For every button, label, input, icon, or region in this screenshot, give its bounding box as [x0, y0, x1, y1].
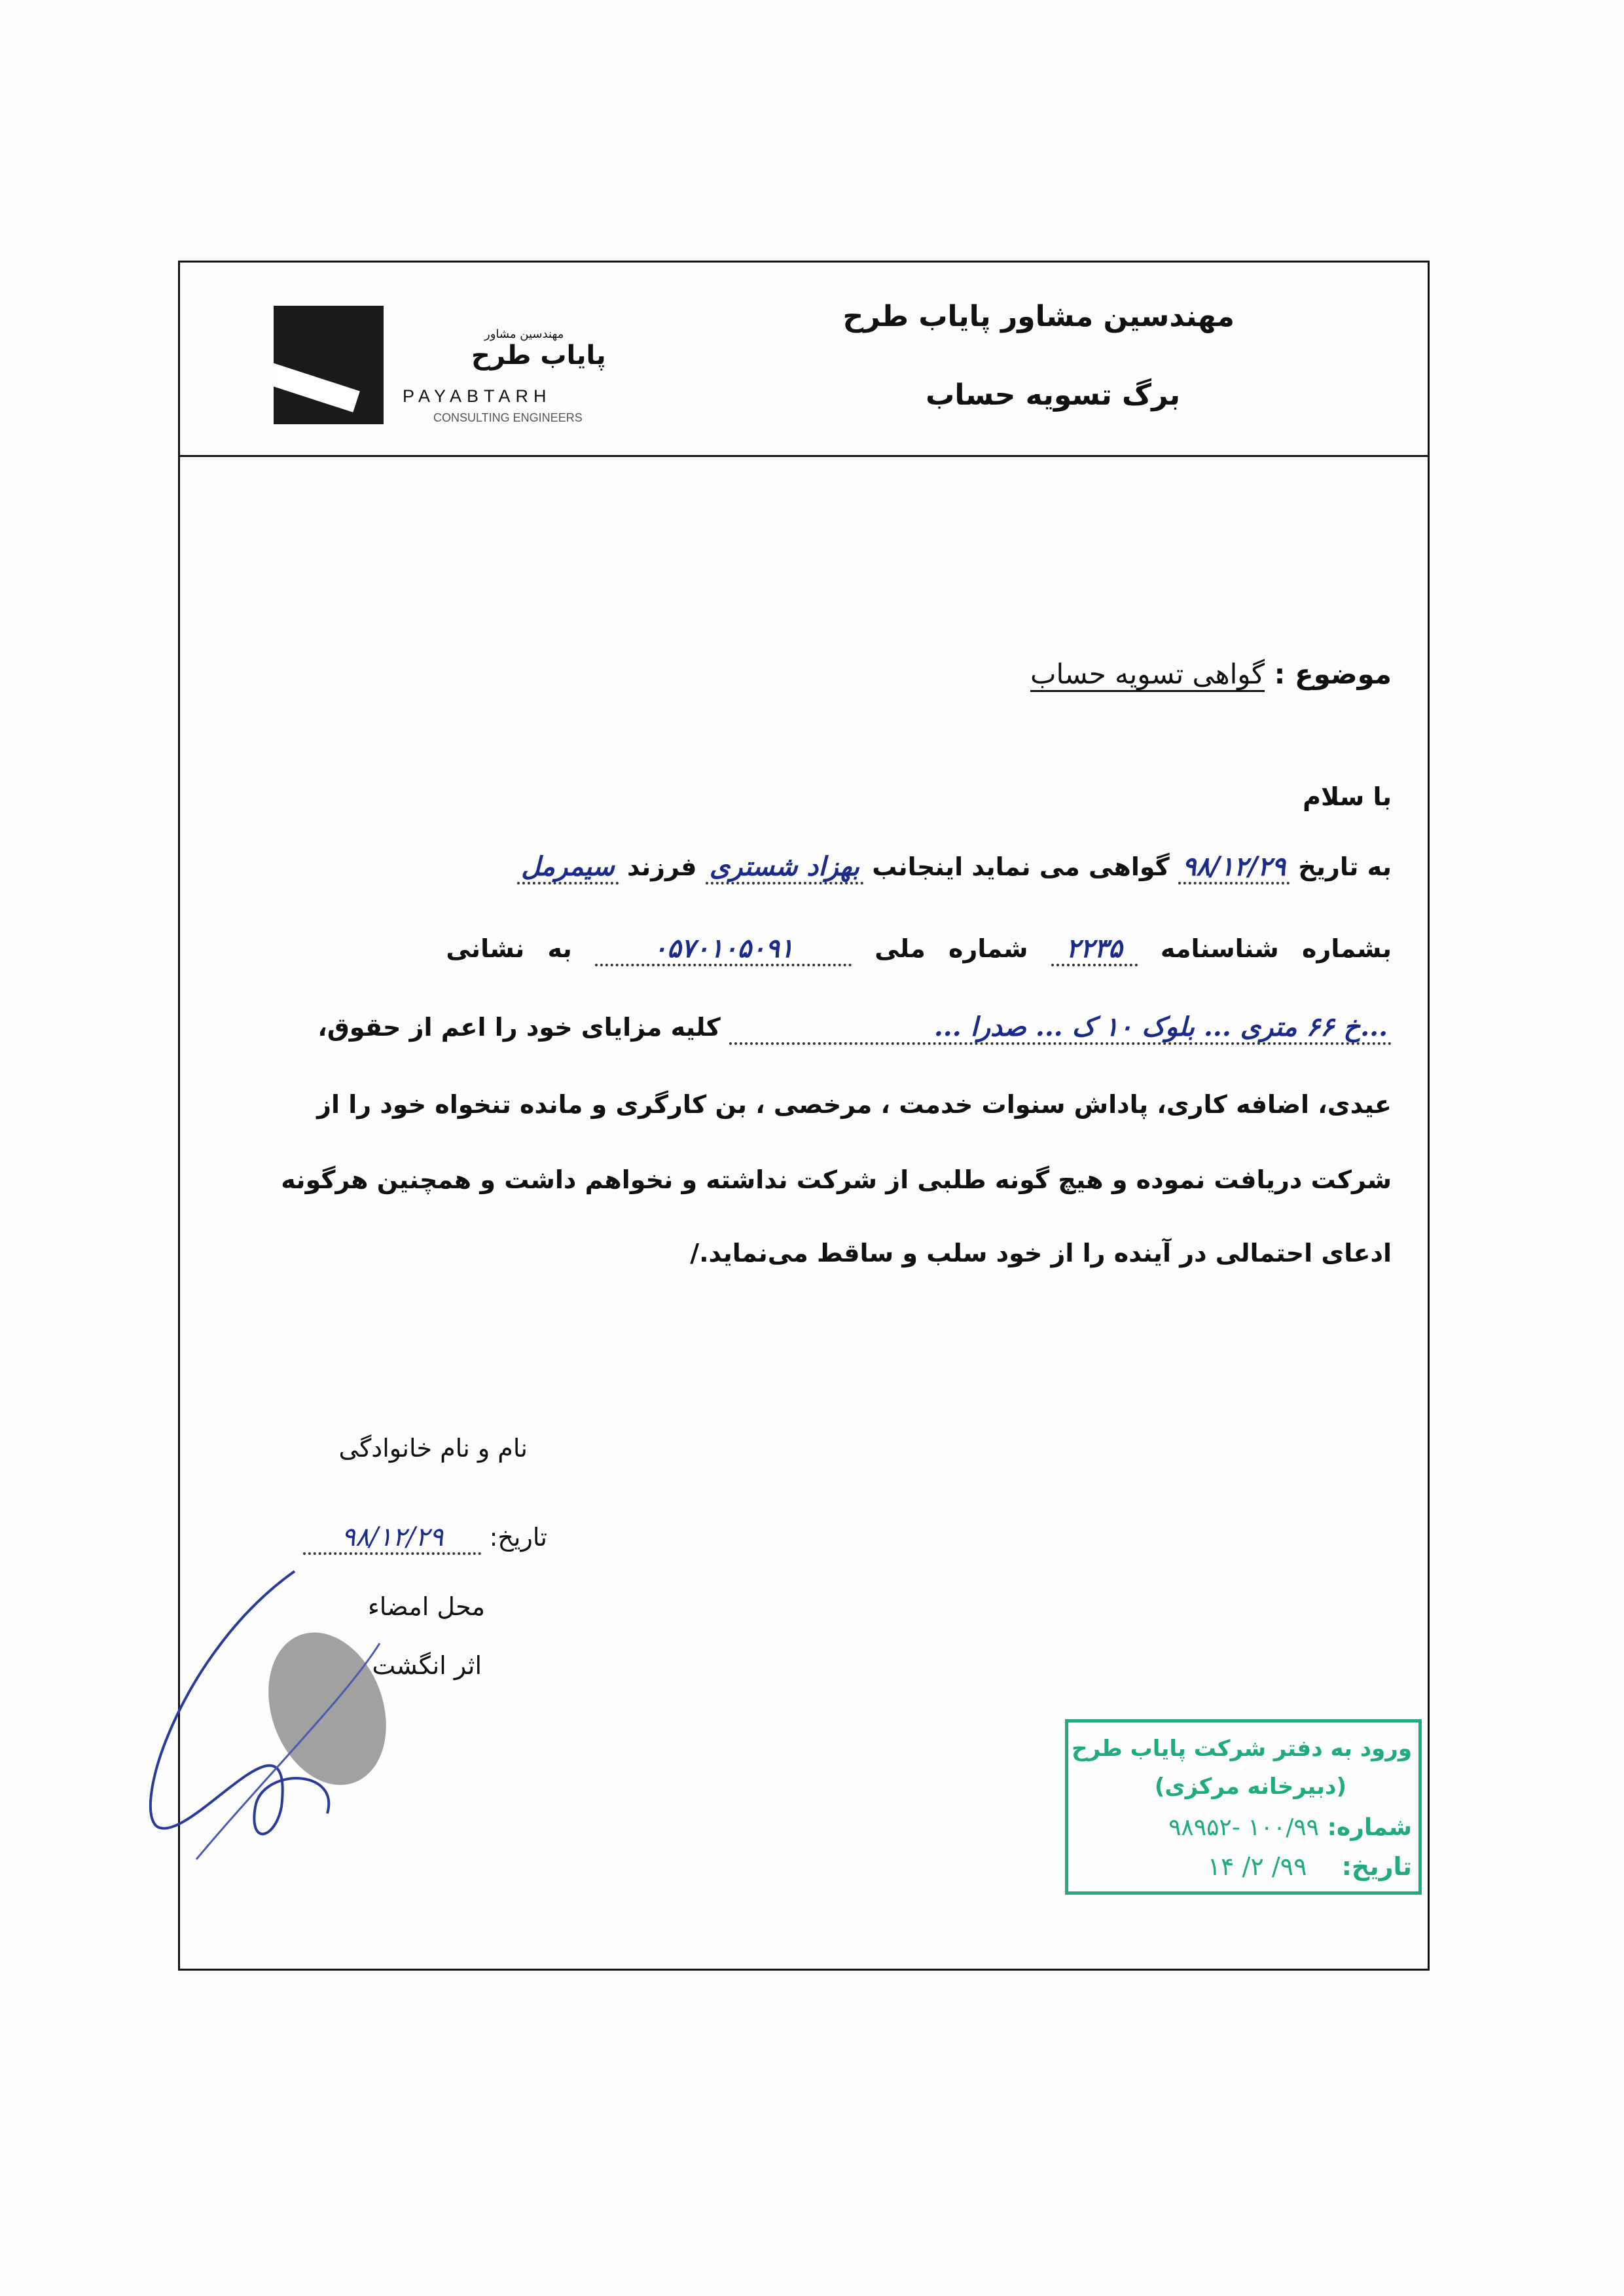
- handwritten-date: ۹۸/۱۲/۲۹: [1178, 851, 1290, 884]
- company-name: مهندسین مشاور پایاب طرح: [842, 300, 1235, 333]
- subject-value: گواهی تسویه حساب: [1030, 658, 1265, 692]
- subject-label: موضوع :: [1274, 658, 1392, 690]
- stamp-number-value: ۱۰۰/۹۹ -۹۸۹۵۲: [1168, 1814, 1320, 1841]
- fingerprint-label: اثر انگشت: [372, 1651, 482, 1680]
- stamp-date: [1208, 1852, 1412, 1881]
- handwritten-national-id: ۰۵۷۰۱۰۵۰۹۱: [595, 933, 852, 966]
- greeting: با سلام: [1303, 782, 1392, 811]
- logo-en-sub: CONSULTING ENGINEERS: [433, 411, 583, 424]
- subject-line: [1030, 658, 1392, 690]
- date-label: تاریخ:: [489, 1523, 547, 1552]
- handwritten-id-number: ۲۲۳۵: [1051, 933, 1138, 966]
- body-line-4: عیدی، اضافه کاری، پاداش سنوات خدمت ، مرخصی ، بن کارگری و مانده تنخواه خود را از: [317, 1090, 1392, 1119]
- logo-fa-small: مهندسین مشاور: [484, 327, 564, 341]
- stamp-number: [1168, 1814, 1412, 1841]
- text: بشماره شناسنامه: [1160, 934, 1392, 963]
- text: فرزند: [626, 852, 697, 881]
- handwritten-sign-date: ۹۸/۱۲/۲۹: [303, 1522, 481, 1555]
- body-line-1: [517, 851, 1392, 884]
- header-divider: [178, 455, 1428, 457]
- text: کلیه مزایای خود را اعم از حقوق،: [317, 1013, 721, 1042]
- signature-fingerprint-graphic: [131, 1532, 458, 1872]
- stamp-date-value: ۹۹/ ۲/ ۱۴: [1207, 1852, 1307, 1881]
- form-title: برگ تسویه حساب: [926, 378, 1180, 412]
- name-label: نام و نام خانوادگی: [338, 1434, 528, 1463]
- signature-label: محل امضاء: [367, 1592, 485, 1621]
- text: به نشانی: [446, 934, 572, 963]
- stamp-number-label: شماره:: [1327, 1814, 1412, 1841]
- stamp-date-label: تاریخ:: [1341, 1852, 1412, 1881]
- body-line-6: ادعای احتمالی در آینده را از خود سلب و ساقط می‌نماید./: [690, 1239, 1392, 1267]
- logo-en-name: PAYABTARH: [403, 386, 552, 406]
- text: به تاریخ: [1298, 852, 1392, 881]
- body-line-2: [446, 933, 1392, 966]
- company-logo-mark: [274, 306, 384, 424]
- registry-stamp: [1065, 1719, 1422, 1895]
- body-line-3: [317, 1011, 1392, 1045]
- handwritten-name: بهزاد شستری: [706, 851, 863, 884]
- stamp-line-2: (دبیرخانه مرکزی): [1154, 1774, 1346, 1800]
- body-line-5: شرکت دریافت نموده و هیچ گونه طلبی از شرکت نداشته و نخواهم داشت و همچنین هرگونه: [281, 1165, 1392, 1194]
- handwritten-address: ...خ ۶۶ متری ... بلوک ۱۰ ک ... صدرا ...: [729, 1011, 1392, 1045]
- logo-fa-name: پایاب طرح: [471, 340, 606, 371]
- handwritten-father-name: سیمرمل: [517, 851, 619, 884]
- stamp-line-1: ورود به دفتر شرکت پایاب طرح: [1072, 1736, 1412, 1762]
- text: گواهی می نماید اینجانب: [872, 852, 1170, 881]
- text: شماره ملی: [875, 934, 1028, 963]
